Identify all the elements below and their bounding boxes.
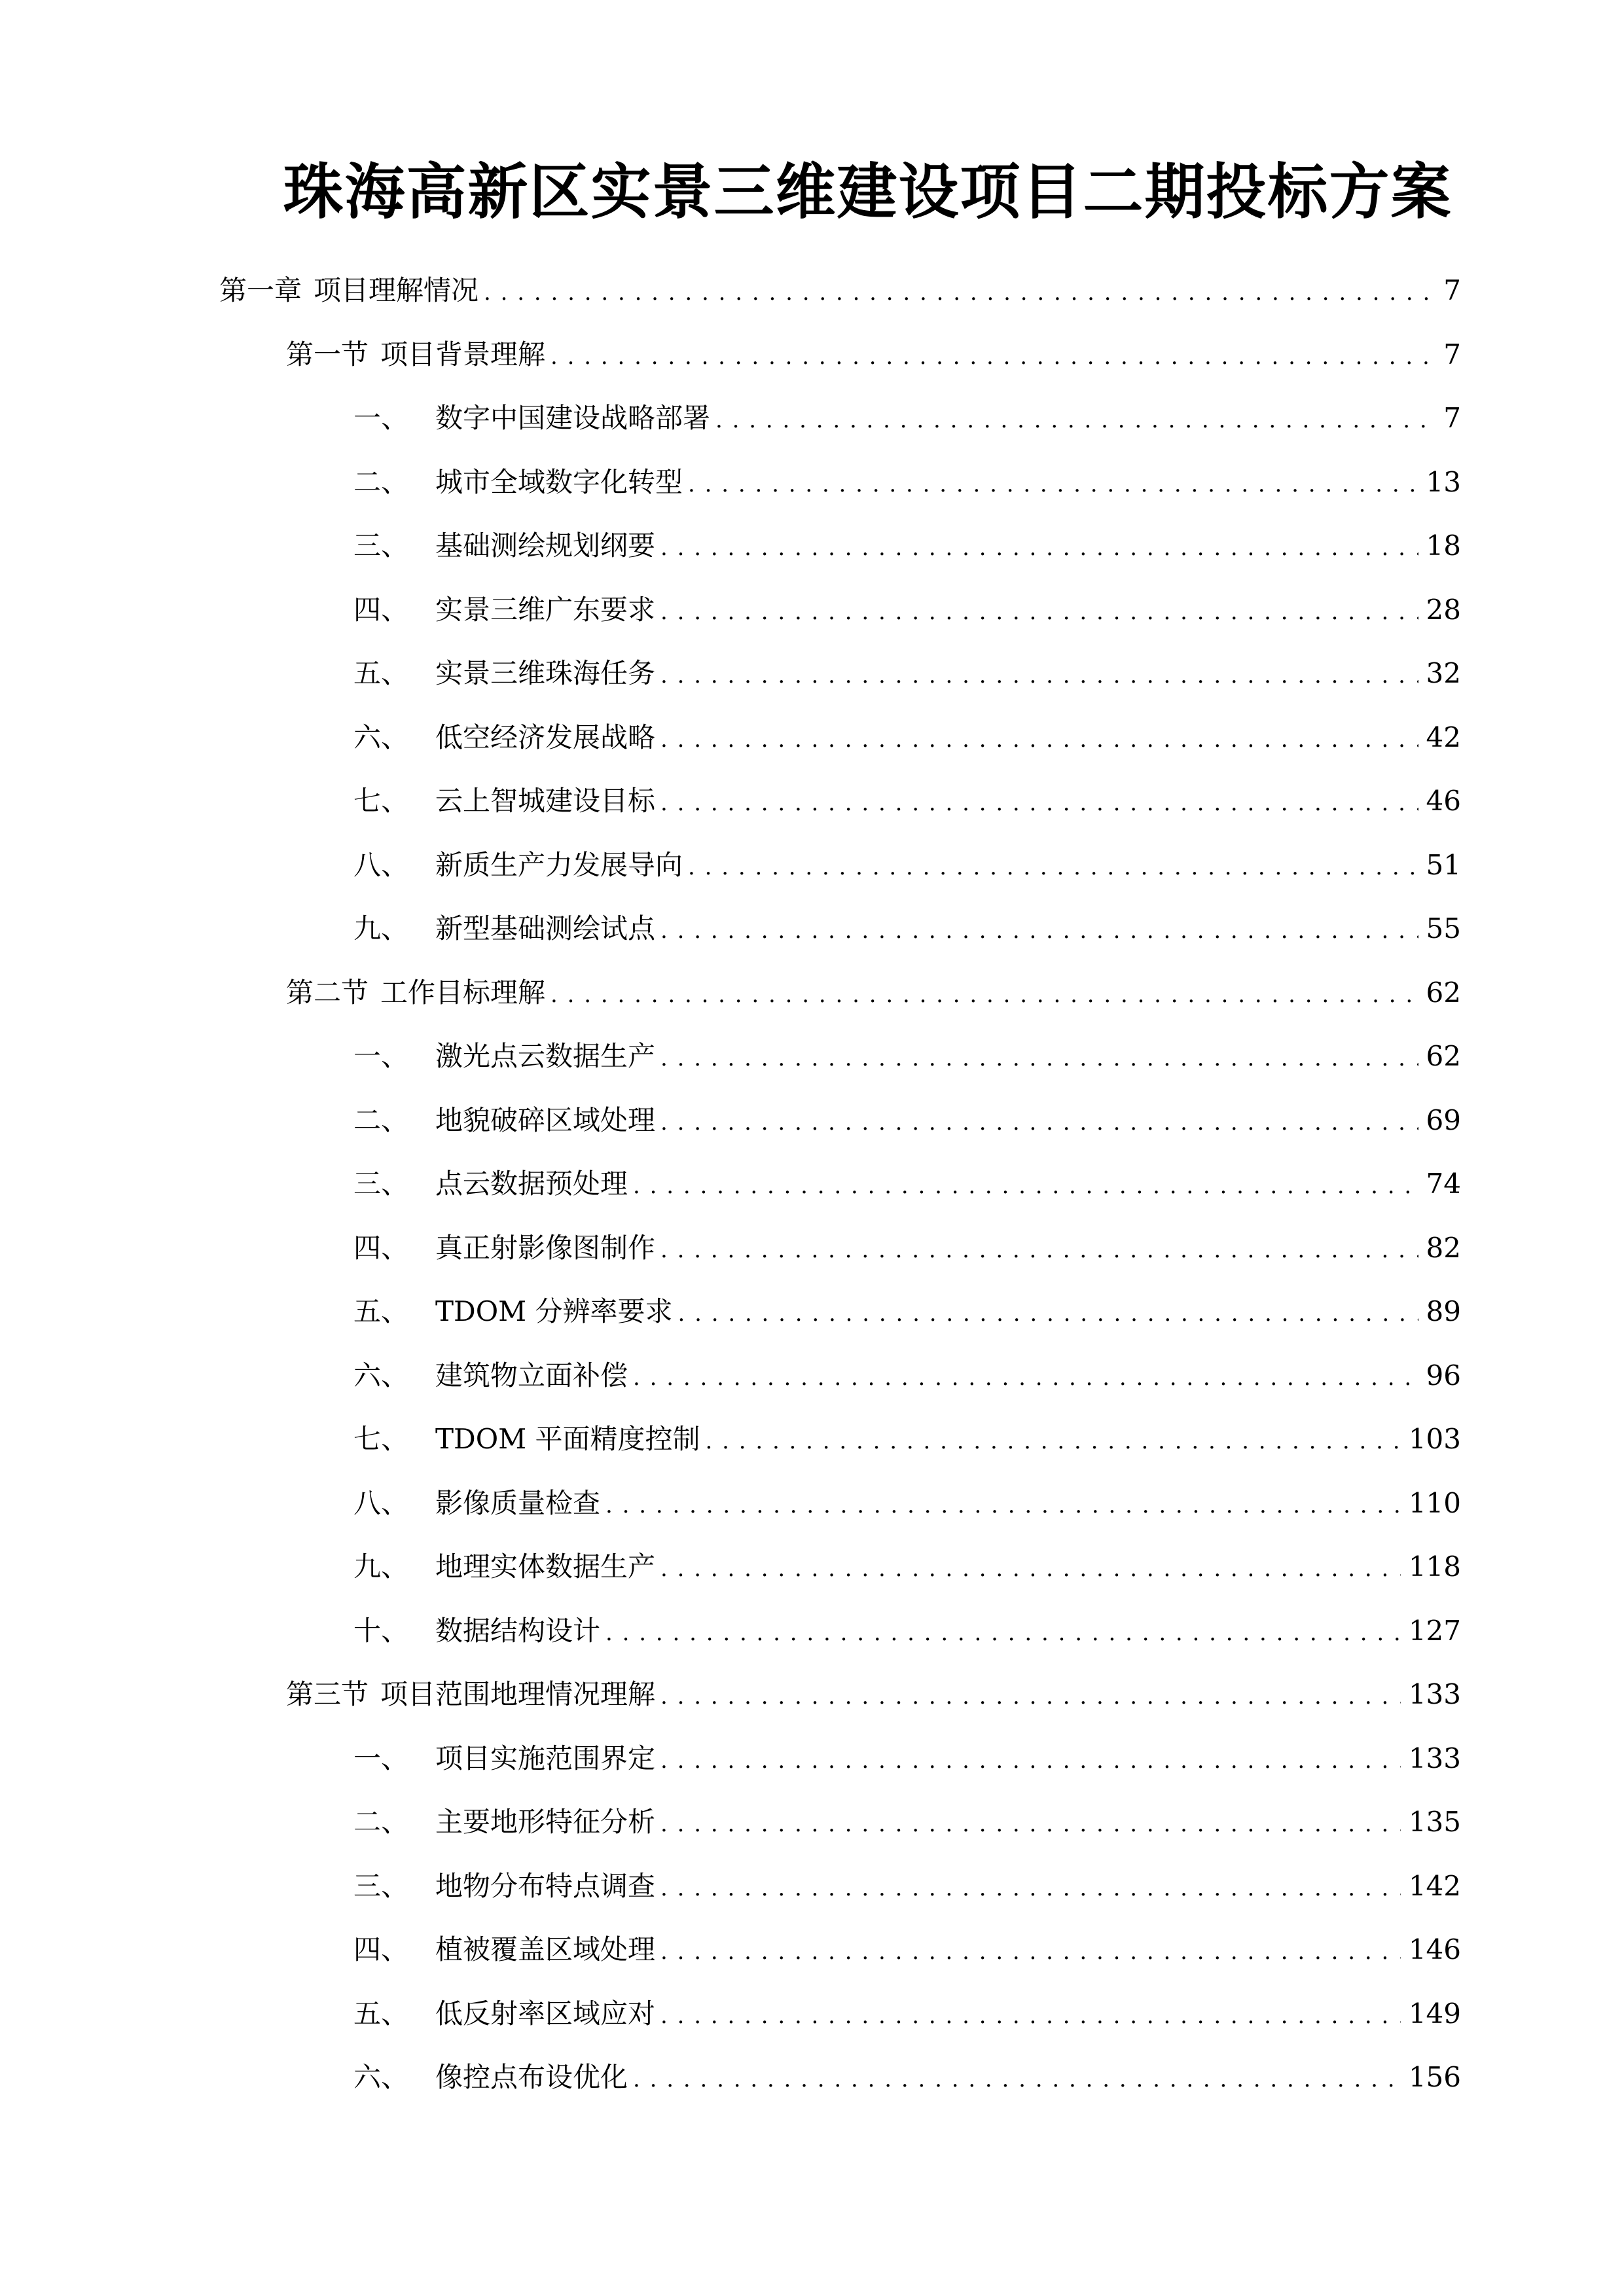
toc-entry-page-number: 74	[1426, 1168, 1461, 1200]
toc-entry[interactable]	[0, 1727, 1624, 1790]
toc-entry-number: 一、	[353, 402, 409, 434]
toc-dot-leader	[660, 1088, 1418, 1152]
toc-dot-leader	[633, 1344, 1418, 1407]
toc-entry[interactable]	[0, 2045, 1624, 2109]
toc-dot-leader	[660, 1982, 1401, 2045]
toc-entry-page-number: 146	[1408, 1933, 1461, 1965]
toc-entry-title: 像控点布设优化	[435, 2061, 628, 2093]
toc-entry-page-number: 149	[1408, 1998, 1461, 2030]
toc-entry-title: 低空经济发展战略	[435, 721, 656, 753]
toc-entry[interactable]	[0, 259, 1624, 322]
toc-entry-number: 五、	[353, 1998, 409, 2030]
toc-entry-number: 四、	[353, 1232, 409, 1264]
toc-dot-leader	[688, 450, 1418, 514]
toc-entry-title: 建筑物立面补偿	[435, 1359, 628, 1391]
toc-entry-page-number: 62	[1426, 977, 1461, 1009]
toc-entry[interactable]	[0, 1407, 1624, 1471]
toc-entry-page-number: 55	[1426, 912, 1461, 944]
toc-entry-page-number: 127	[1408, 1615, 1461, 1647]
toc-dot-leader	[688, 833, 1418, 897]
toc-dot-leader	[715, 386, 1434, 450]
toc-entry-number: 第一章	[219, 274, 302, 306]
toc-entry-number: 六、	[353, 2061, 409, 2093]
toc-entry[interactable]	[0, 641, 1624, 705]
toc-entry-page-number: 118	[1408, 1551, 1461, 1583]
toc-entry-page-number: 69	[1426, 1104, 1461, 1136]
toc-entry-title: 植被覆盖区域处理	[435, 1933, 656, 1965]
toc-entry-number: 六、	[353, 1359, 409, 1391]
toc-entry-page-number: 103	[1408, 1423, 1461, 1455]
toc-entry-page-number: 133	[1408, 1742, 1461, 1774]
toc-entry-title: 云上智城建设目标	[435, 785, 656, 817]
toc-entry-title: 基础测绘规划纲要	[435, 529, 656, 562]
toc-entry-title: 项目实施范围界定	[435, 1742, 656, 1774]
toc-entry-number: 十、	[353, 1615, 409, 1647]
toc-dot-leader	[660, 769, 1418, 833]
toc-dot-leader	[633, 2045, 1401, 2109]
toc-dot-leader	[660, 706, 1418, 769]
toc-entry-number: 三、	[353, 529, 409, 562]
toc-entry-page-number: 7	[1443, 402, 1461, 434]
toc-dot-leader	[660, 514, 1418, 577]
toc-entry-page-number: 82	[1426, 1232, 1461, 1264]
toc-entry-title: 地貌破碎区域处理	[435, 1104, 656, 1136]
toc-entry-number: 四、	[353, 594, 409, 626]
toc-entry-number: 一、	[353, 1742, 409, 1774]
toc-dot-leader	[705, 1407, 1400, 1471]
toc-entry[interactable]	[0, 1280, 1624, 1343]
toc-dot-leader	[660, 1662, 1401, 1726]
toc-entry-page-number: 110	[1408, 1487, 1461, 1519]
toc-entry-number: 九、	[353, 912, 409, 944]
toc-entry-title: 数字中国建设战略部署	[435, 402, 711, 434]
toc-entry[interactable]	[0, 1088, 1624, 1152]
toc-entry[interactable]	[0, 833, 1624, 897]
toc-entry-page-number: 32	[1426, 657, 1461, 689]
toc-entry-number: 五、	[353, 657, 409, 689]
toc-entry[interactable]	[0, 450, 1624, 514]
toc-entry-number: 七、	[353, 785, 409, 817]
toc-entry-page-number: 7	[1443, 338, 1461, 370]
toc-dot-leader	[660, 1216, 1418, 1280]
toc-entry-title: 新质生产力发展导向	[435, 849, 683, 881]
toc-entry-page-number: 135	[1408, 1806, 1461, 1838]
toc-entry[interactable]	[0, 323, 1624, 386]
toc-entry-number: 第二节	[286, 977, 369, 1009]
toc-entry[interactable]	[0, 1662, 1624, 1726]
toc-entry[interactable]	[0, 961, 1624, 1024]
toc-dot-leader	[660, 1024, 1418, 1088]
toc-entry-number: 三、	[353, 1870, 409, 1902]
toc-entry-title: 新型基础测绘试点	[435, 912, 656, 944]
toc-entry-title: 低反射率区域应对	[435, 1998, 656, 2030]
toc-entry-number: 七、	[353, 1423, 409, 1455]
toc-entry-page-number: 46	[1426, 785, 1461, 817]
toc-entry-page-number: 62	[1426, 1040, 1461, 1072]
toc-entry-page-number: 156	[1408, 2061, 1461, 2093]
toc-dot-leader	[660, 1727, 1401, 1790]
toc-entry-title: 点云数据预处理	[435, 1168, 628, 1200]
toc-entry-number: 四、	[353, 1933, 409, 1965]
toc-entry-title: 实景三维广东要求	[435, 594, 656, 626]
toc-entry-title: TDOM 分辨率要求	[435, 1295, 673, 1327]
toc-entry-number: 八、	[353, 849, 409, 881]
toc-entry-title: TDOM 平面精度控制	[435, 1423, 700, 1455]
toc-entry-title: 城市全域数字化转型	[435, 466, 683, 498]
toc-entry-title: 项目背景理解	[380, 338, 546, 370]
toc-entry[interactable]	[0, 1344, 1624, 1407]
toc-entry-title: 项目范围地理情况理解	[380, 1678, 656, 1710]
toc-entry-page-number: 96	[1426, 1359, 1461, 1391]
table-of-contents	[0, 259, 1624, 2157]
toc-dot-leader	[660, 897, 1418, 960]
toc-dot-leader	[605, 1471, 1401, 1535]
toc-entry[interactable]	[0, 1152, 1624, 1215]
toc-entry-page-number: 42	[1426, 721, 1461, 753]
toc-entry-number: 第一节	[286, 338, 369, 370]
toc-entry[interactable]	[0, 578, 1624, 641]
toc-entry[interactable]	[0, 1535, 1624, 1598]
toc-entry[interactable]	[0, 1216, 1624, 1280]
toc-entry-number: 九、	[353, 1551, 409, 1583]
toc-entry-page-number: 18	[1426, 529, 1461, 562]
toc-entry-page-number: 51	[1426, 849, 1461, 881]
toc-entry-title: 项目理解情况	[314, 274, 479, 306]
toc-entry-page-number: 133	[1408, 1678, 1461, 1710]
toc-dot-leader	[660, 1918, 1401, 1981]
toc-entry-page-number: 13	[1426, 466, 1461, 498]
toc-dot-leader	[660, 1790, 1401, 1854]
toc-entry-number: 二、	[353, 1104, 409, 1136]
toc-entry-number: 三、	[353, 1168, 409, 1200]
toc-entry-number: 五、	[353, 1295, 409, 1327]
toc-entry-number: 八、	[353, 1487, 409, 1519]
toc-dot-leader	[660, 1535, 1401, 1598]
toc-entry-page-number: 89	[1426, 1295, 1461, 1327]
toc-entry-number: 六、	[353, 721, 409, 753]
toc-entry[interactable]	[0, 1982, 1624, 2045]
toc-entry-title: 地理实体数据生产	[435, 1551, 656, 1583]
toc-dot-leader	[633, 1152, 1418, 1215]
toc-entry-number: 二、	[353, 1806, 409, 1838]
toc-entry-number: 第三节	[286, 1678, 369, 1710]
toc-entry[interactable]	[0, 1790, 1624, 1854]
toc-entry-title: 数据结构设计	[435, 1615, 601, 1647]
toc-entry-title: 主要地形特征分析	[435, 1806, 656, 1838]
toc-entry-title: 影像质量检查	[435, 1487, 601, 1519]
toc-entry[interactable]	[0, 1024, 1624, 1088]
toc-dot-leader	[660, 578, 1418, 641]
toc-entry[interactable]	[0, 706, 1624, 769]
toc-entry[interactable]	[0, 1918, 1624, 1981]
toc-entry-title: 地物分布特点调查	[435, 1870, 656, 1902]
toc-dot-leader	[550, 961, 1418, 1024]
toc-entry[interactable]	[0, 1854, 1624, 1918]
toc-entry-title: 激光点云数据生产	[435, 1040, 656, 1072]
toc-dot-leader	[677, 1280, 1418, 1343]
toc-entry[interactable]	[0, 386, 1624, 450]
toc-entry[interactable]	[0, 769, 1624, 833]
toc-entry[interactable]	[0, 1471, 1624, 1535]
toc-dot-leader	[605, 1599, 1401, 1662]
toc-entry-number: 二、	[353, 466, 409, 498]
toc-entry-page-number: 142	[1408, 1870, 1461, 1902]
toc-dot-leader	[660, 641, 1418, 705]
toc-entry[interactable]	[0, 514, 1624, 577]
page-title: 珠海高新区实景三维建设项目二期投标方案	[283, 156, 1453, 227]
toc-dot-leader	[484, 259, 1434, 322]
toc-dot-leader	[660, 1854, 1401, 1918]
toc-entry-number: 一、	[353, 1040, 409, 1072]
toc-entry[interactable]	[0, 897, 1624, 960]
toc-dot-leader	[550, 323, 1434, 386]
toc-entry[interactable]	[0, 1599, 1624, 1662]
toc-entry-title: 实景三维珠海任务	[435, 657, 656, 689]
toc-entry-page-number: 28	[1426, 594, 1461, 626]
toc-entry-page-number: 7	[1443, 274, 1461, 306]
toc-entry-title: 真正射影像图制作	[435, 1232, 656, 1264]
toc-entry-title: 工作目标理解	[380, 977, 546, 1009]
